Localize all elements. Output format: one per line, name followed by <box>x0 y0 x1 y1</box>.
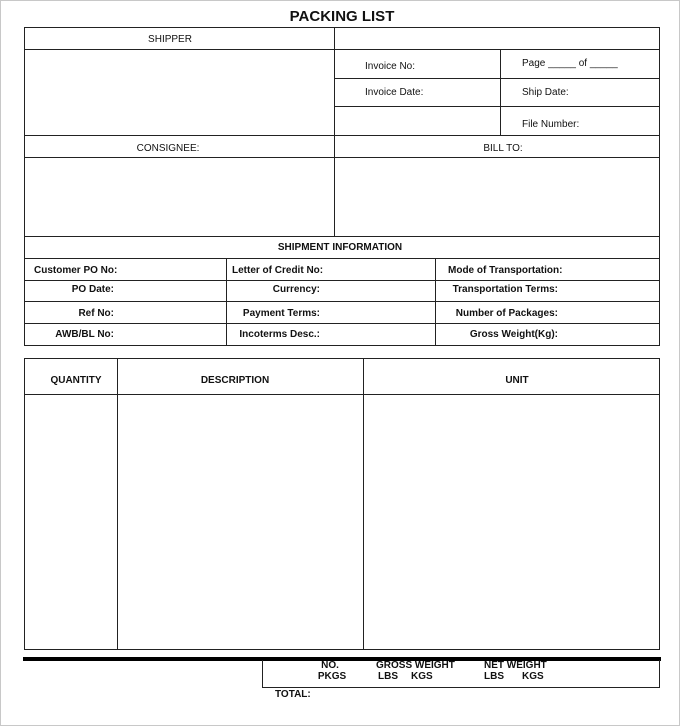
total-label: TOTAL: <box>275 689 311 700</box>
shipper-label: SHIPPER <box>148 34 192 45</box>
ship-date-label: Ship Date: <box>522 87 569 98</box>
document-title: PACKING LIST <box>289 8 395 25</box>
description-header: DESCRIPTION <box>200 375 270 386</box>
customer-po-label: Customer PO No: <box>34 265 118 276</box>
gross-kgs-label: KGS <box>411 671 433 682</box>
shipment-info-title: SHIPMENT INFORMATION <box>277 242 403 253</box>
transportation-terms-label: Transportation Terms: <box>452 284 558 295</box>
quantity-header: QUANTITY <box>50 375 102 386</box>
gross-lbs-label: LBS <box>378 671 398 682</box>
gross-weight-label: Gross Weight(Kg): <box>469 329 558 340</box>
letter-of-credit-label: Letter of Credit No: <box>232 265 324 276</box>
gross-weight-header: GROSS WEIGHT <box>376 660 455 671</box>
net-kgs-label: KGS <box>522 671 544 682</box>
po-date-label: PO Date: <box>71 284 114 295</box>
awb-bl-label: AWB/BL No: <box>55 329 114 340</box>
page-label: Page _____ of _____ <box>522 58 618 69</box>
mode-of-transportation-label: Mode of Transportation: <box>448 265 563 276</box>
number-of-packages-label: Number of Packages: <box>455 308 558 319</box>
consignee-label: CONSIGNEE: <box>136 143 200 154</box>
payment-terms-label: Payment Terms: <box>242 308 320 319</box>
no-label: NO. <box>321 660 339 671</box>
net-weight-header: NET WEIGHT <box>484 660 547 671</box>
pkgs-label: PKGS <box>317 671 347 682</box>
net-lbs-label: LBS <box>484 671 504 682</box>
invoice-date-label: Invoice Date: <box>365 87 424 98</box>
bill-to-label: BILL TO: <box>483 143 523 154</box>
ref-no-label: Ref No: <box>78 308 114 319</box>
currency-label: Currency: <box>272 284 320 295</box>
file-number-label: File Number: <box>522 119 580 130</box>
unit-header: UNIT <box>505 375 529 386</box>
incoterms-label: Incoterms Desc.: <box>239 329 320 340</box>
invoice-no-label: Invoice No: <box>365 61 416 72</box>
